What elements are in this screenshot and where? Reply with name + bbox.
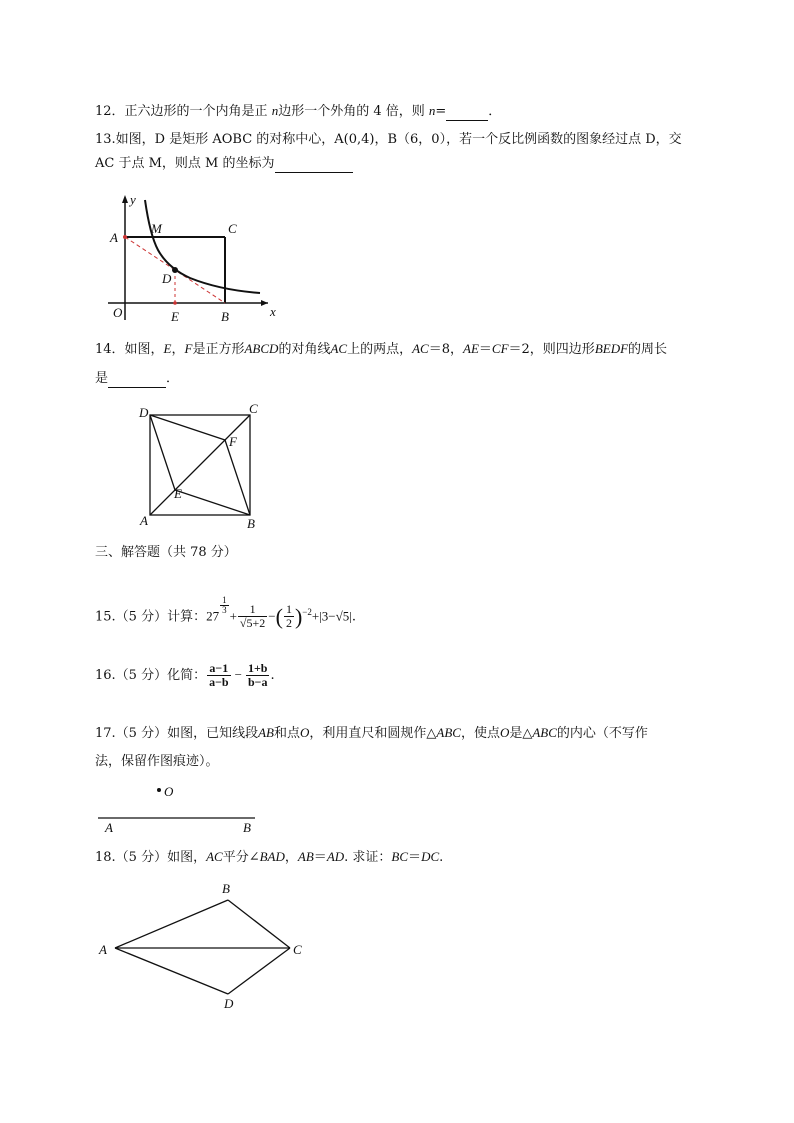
section-heading: 三、解答题（共 78 分） — [95, 545, 237, 560]
label-C: C — [228, 221, 237, 236]
figure-17-segment — [95, 780, 265, 840]
label-D: D — [224, 996, 234, 1011]
question-16: 16.（5 分）化简： $\frac{a-1}{a-b}$ − $\frac{1+b}{b-a}$ . — [95, 661, 275, 689]
segment-BF — [225, 440, 250, 515]
fraction-1-plus-b: $\frac{1+b}{b-a}$ — [247, 661, 268, 689]
x-axis-arrow-icon — [261, 300, 268, 306]
label-B: B — [247, 516, 255, 531]
segment-BC — [228, 900, 290, 948]
y-axis-arrow-icon — [122, 195, 128, 203]
question-13-line1: 13.如图，D 是矩形 AOBC 的对称中心，A(0,4)，B（6，0），若一个反比例函数的图象经过点 D，交 — [95, 132, 682, 147]
figure-14-square — [135, 400, 270, 532]
question-14-line1: 14．如图，E，F是正方形ABCD的对角线AC上的两点，AC＝8，AE＝CF＝2，则四边形BEDF的周长 — [95, 341, 668, 357]
answer-blank[interactable] — [275, 158, 353, 173]
fraction-a-minus-1: $\frac{a-1}{a-b}$ — [209, 661, 229, 689]
fraction-one-over-root: $\frac{1}{√5+2}$ — [239, 602, 266, 631]
label-B: B — [243, 820, 251, 835]
label-E: E — [171, 309, 179, 324]
label-y: y — [130, 192, 136, 207]
question-13-line2: AC 于点 M，则点 M 的坐标为 — [95, 155, 353, 173]
answer-blank[interactable] — [446, 106, 488, 121]
figure-18-kite — [95, 878, 315, 1013]
label-E: E — [174, 486, 182, 501]
segment-DE — [150, 415, 175, 490]
question-17-line1: 17.（5 分）如图，已知线段AB和点O，利用直尺和圆规作△ABC，使点O是△ABC的内心（不写作 — [95, 725, 648, 741]
question-17-line2: 法，保留作图痕迹）。 — [95, 754, 219, 769]
point-A — [123, 235, 127, 239]
point-D — [172, 267, 178, 273]
label-O: O — [164, 784, 174, 799]
exponent-fraction: $\frac{1}{3}$ — [222, 595, 227, 615]
segment-BE — [175, 490, 250, 515]
question-15: 15.（5 分）计算：27 $\frac{1}{3}$ + $\frac{1}{√5+2}$ −( $\frac{1}{2}$ )$^{-2}$+|3−√5|. — [95, 595, 357, 631]
label-D: D — [139, 405, 149, 420]
label-M: M — [151, 221, 162, 236]
label-F: F — [229, 434, 237, 449]
label-C: C — [293, 942, 302, 957]
label-D: D — [162, 271, 172, 286]
label-A: A — [105, 820, 113, 835]
question-14-line2: 是 ． — [95, 371, 180, 386]
question-18: 18.（5 分）如图，AC平分∠BAD，AB＝AD. 求证：BC＝DC. — [95, 849, 444, 865]
label-O: O — [113, 305, 123, 320]
segment-DC — [228, 948, 290, 994]
question-12: 12．正六边形的一个内角是正 n边形一个外角的 4 倍，则 n= ． — [95, 103, 502, 119]
fraction-half: $\frac{1}{2}$ — [285, 602, 292, 631]
label-A: A — [140, 513, 148, 528]
label-A: A — [110, 230, 118, 245]
label-A: A — [99, 942, 107, 957]
segment-AB — [115, 900, 228, 948]
label-x: x — [270, 304, 276, 319]
label-B: B — [221, 309, 229, 324]
segment-DF — [150, 415, 225, 440]
label-B: B — [222, 881, 230, 896]
point-O — [157, 788, 161, 792]
figure-13-graph — [100, 190, 290, 330]
point-E — [173, 301, 177, 305]
segment-AD — [115, 948, 228, 994]
diagonal-AC — [150, 415, 250, 515]
label-C: C — [249, 401, 258, 416]
answer-blank[interactable] — [108, 373, 166, 388]
